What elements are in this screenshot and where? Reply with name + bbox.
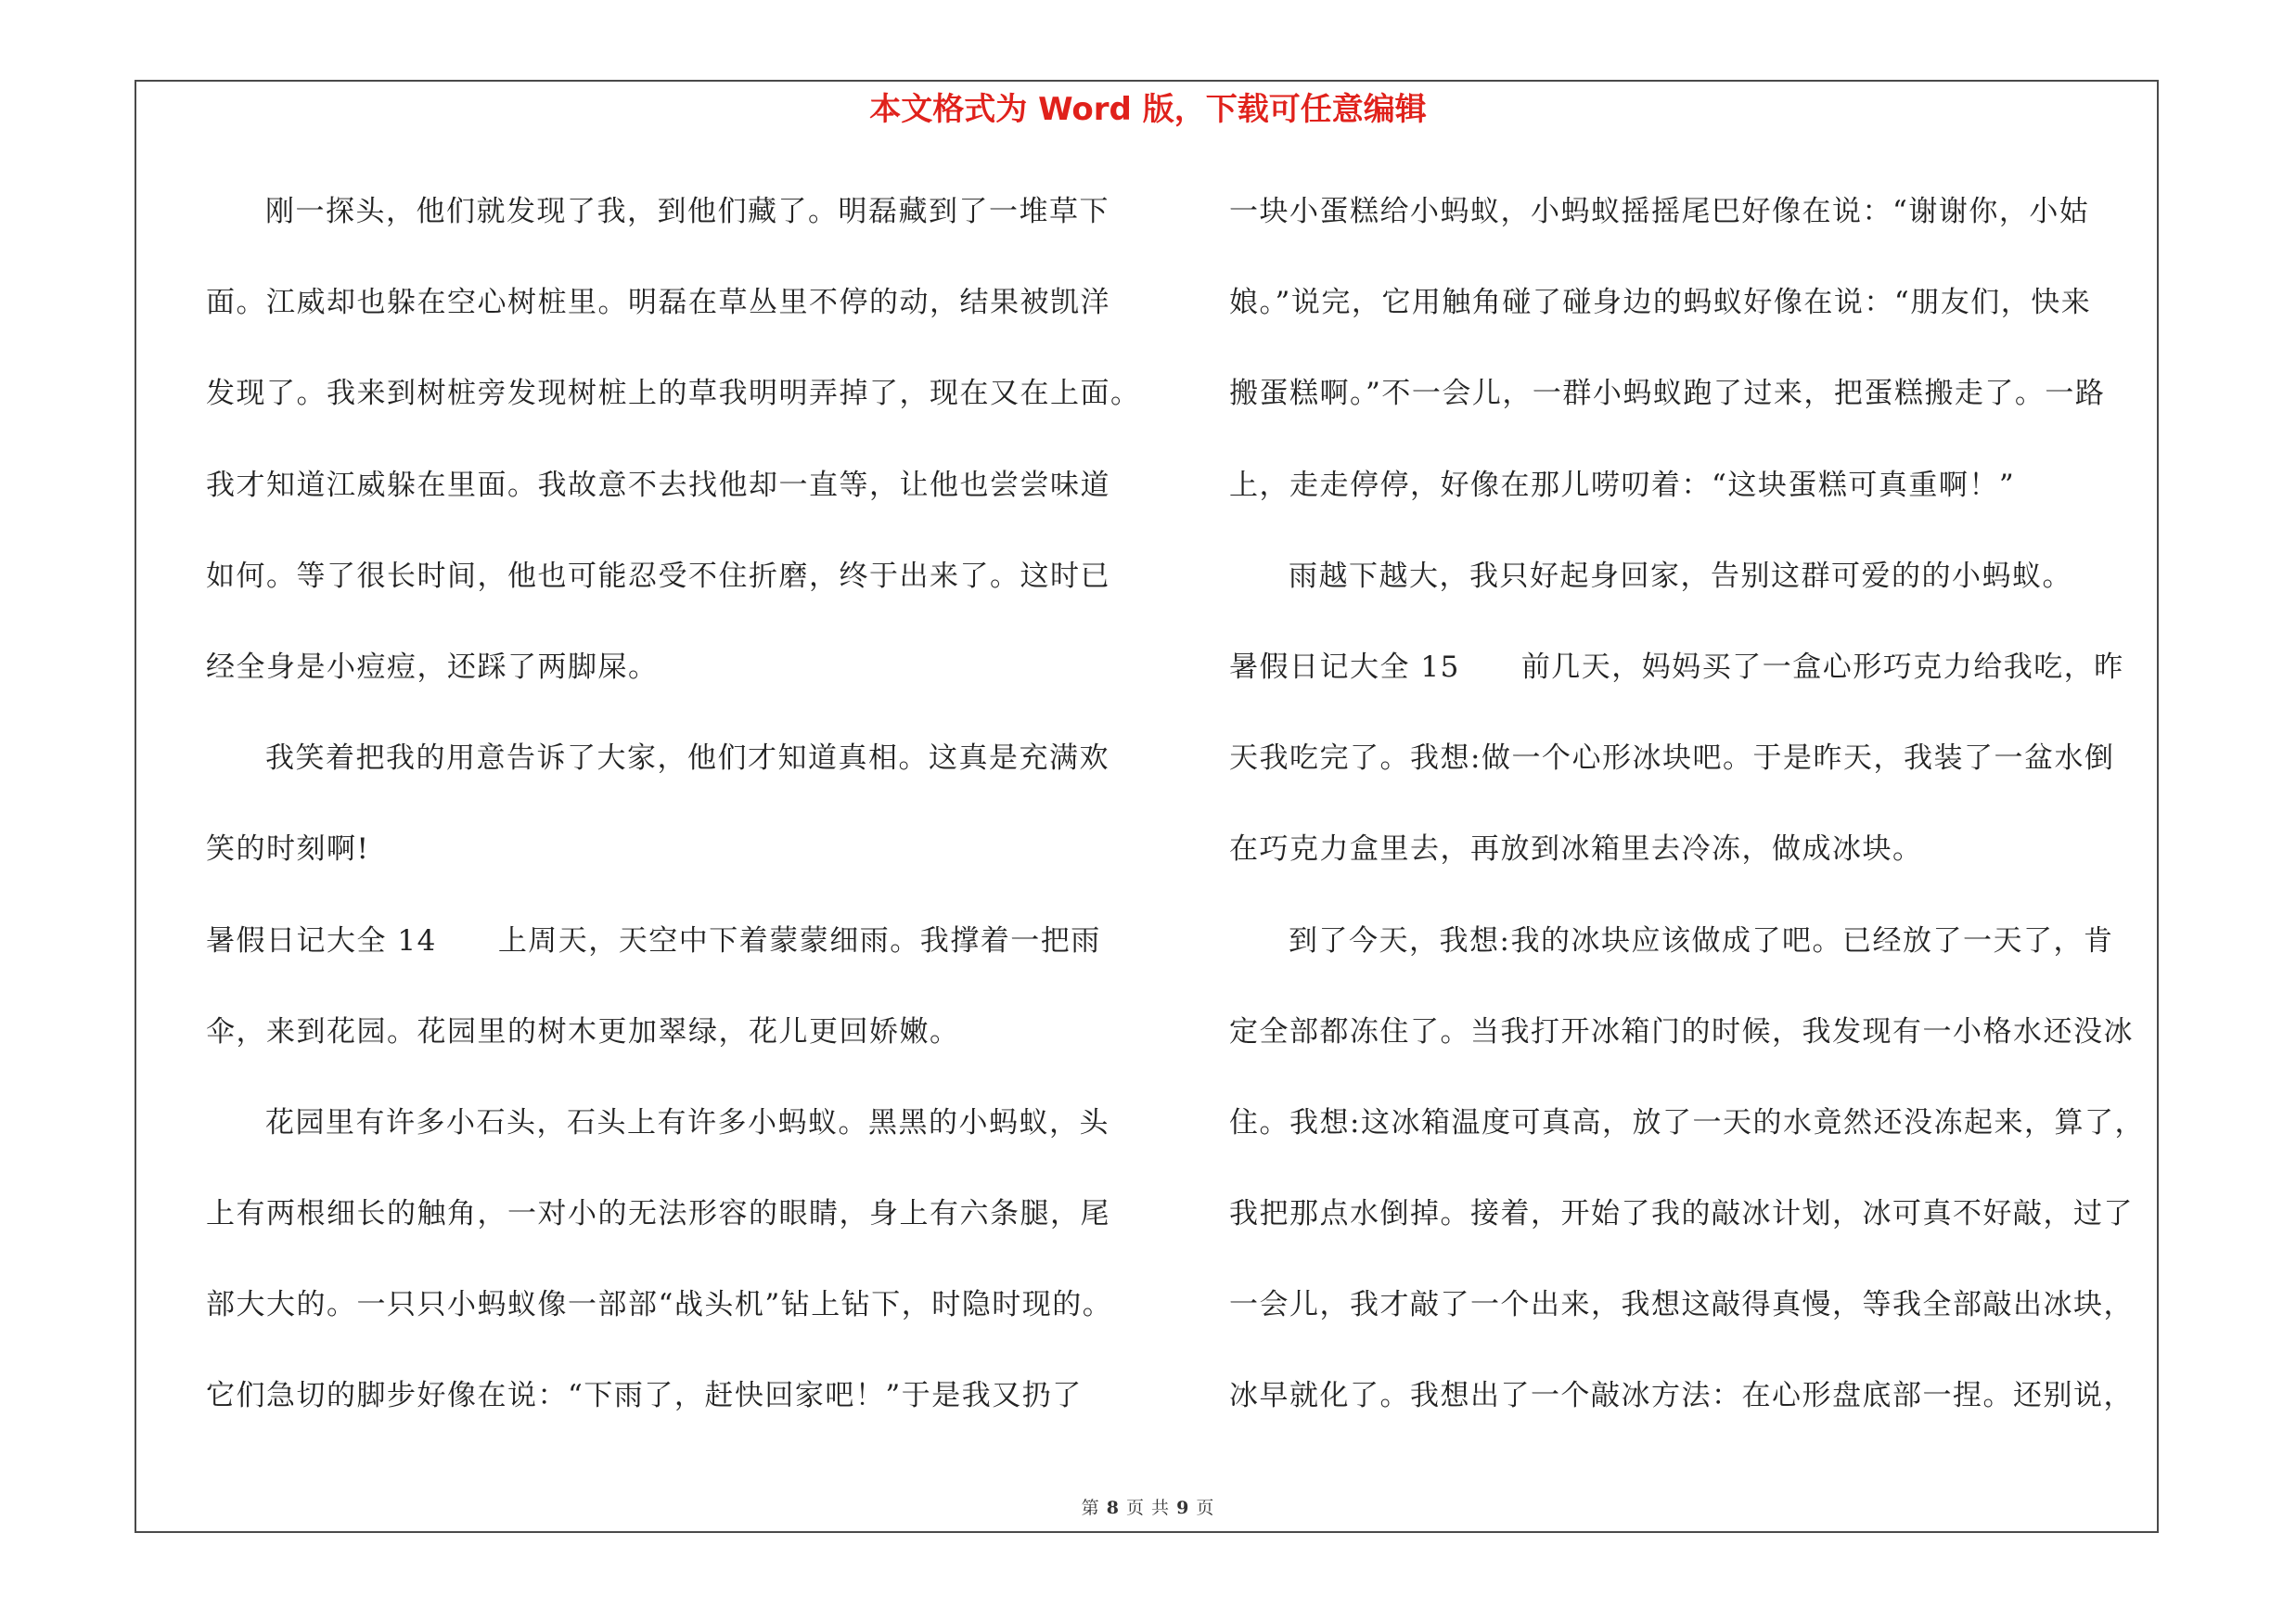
text-line: 刚一探头，他们就发现了我，到他们藏了。明磊藏到了一堆草下 — [265, 195, 1110, 228]
right-column — [1229, 186, 2166, 1462]
text-line: 它们急切的脚步好像在说：“下雨了，赶快回家吧！”于是我又扔了 — [206, 1379, 1083, 1413]
text-line: 在巧克力盒里去，再放到冰箱里去冷冻，做成冰块。 — [1229, 832, 1923, 867]
text-line: 部大大的。一只只小蚂蚁像一部部“战头机”钻上钻下，时隐时现的。 — [206, 1288, 1113, 1322]
total-pages: 9 — [1176, 1498, 1190, 1518]
header-banner: 本文格式为 Word 版，下载可任意编辑 — [869, 91, 1427, 128]
text-line: 经全身是小痘痘，还踩了两脚屎。 — [206, 650, 659, 684]
diary-heading-title: 暑假日记大全 15 — [1229, 650, 1460, 684]
current-page-number: 8 — [1106, 1498, 1120, 1518]
diary-heading-14 — [206, 915, 1134, 1006]
text-line: 上有两根细长的触角，一对小的无法形容的眼睛，身上有六条腿，尾 — [206, 1197, 1110, 1231]
text-line: 搬蛋糕啊。”不一会儿，一群小蚂蚁跑了过来，把蛋糕搬走了。一路 — [1229, 377, 2106, 411]
text-line: 笑的时刻啊! — [206, 832, 370, 867]
diary-heading-15 — [1229, 641, 2166, 732]
text-line: 一会儿，我才敲了一个出来，我想这敲得真慢，等我全部敲出冰块， — [1229, 1288, 2134, 1322]
text-line: 我把那点水倒掉。接着，开始了我的敲冰计划，冰可真不好敲，过了 — [1229, 1197, 2134, 1231]
text-line: 到了今天，我想:我的冰块应该做成了吧。已经放了一天了，肯 — [1289, 923, 2114, 958]
text-line: 冰早就化了。我想出了一个敲冰方法：在心形盘底部一捏。还别说， — [1229, 1379, 2134, 1413]
text-line: 一块小蛋糕给小蚂蚁，小蚂蚁摇摇尾巴好像在说：“谢谢你，小姑 — [1229, 195, 2090, 228]
text-line: 雨越下越大，我只好起身回家，告别这群可爱的的小蚂蚁。 — [1289, 559, 2072, 593]
footer-middle: 页 共 — [1125, 1498, 1171, 1518]
text-line: 住。我想:这冰箱温度可真高，放了一天的水竟然还没冻起来，算了， — [1229, 1105, 2145, 1140]
page-footer — [0, 1494, 2296, 1519]
diary-heading-title: 暑假日记大全 14 — [206, 923, 437, 958]
diary-heading-text: 上周天，天空中下着蒙蒙细雨。我撑着一把雨 — [497, 923, 1101, 958]
text-line: 花园里有许多小石头，石头上有许多小蚂蚁。黑黑的小蚂蚁，头 — [265, 1105, 1110, 1140]
text-line: 伞，来到花园。花园里的树木更加翠绿，花儿更回娇嫩。 — [206, 1014, 960, 1049]
text-line: 定全部都冻住了。当我打开冰箱门的时候，我发现有一小格水还没冰 — [1229, 1014, 2134, 1049]
diary-heading-text: 前几天，妈妈买了一盒心形巧克力给我吃，昨 — [1520, 650, 2124, 684]
left-column — [206, 186, 1141, 1462]
text-line: 我才知道江威躲在里面。我故意不去找他却一直等，让他也尝尝味道 — [206, 468, 1110, 502]
text-line: 娘。”说完，它用触角碰了碰身边的蚂蚁好像在说：“朋友们，快来 — [1229, 286, 2092, 320]
text-line: 面。江威却也躲在空心树桩里。明磊在草丛里不停的动，结果被凯洋 — [206, 286, 1110, 320]
text-line: 发现了。我来到树桩旁发现树桩上的草我明明弄掉了，现在又在上面。 — [206, 377, 1141, 411]
footer-prefix: 第 — [1081, 1498, 1100, 1518]
text-line: 上，走走停停，好像在那儿唠叨着：“这块蛋糕可真重啊！” — [1229, 468, 2016, 502]
text-line: 如何。等了很长时间，他也可能忍受不住折磨，终于出来了。这时已 — [206, 559, 1110, 593]
footer-suffix: 页 — [1196, 1498, 1215, 1518]
text-line: 我笑着把我的用意告诉了大家，他们才知道真相。这真是充满欢 — [265, 741, 1110, 776]
text-line: 天我吃完了。我想:做一个心形冰块吧。于是昨天，我装了一盆水倒 — [1229, 741, 2115, 776]
